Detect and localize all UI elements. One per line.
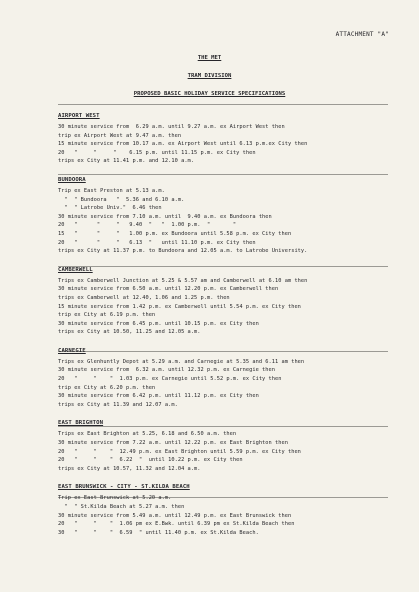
route-title: EAST BRIGHTON bbox=[58, 420, 104, 427]
schedule-line: trips ex City at 11.41 p.m. and 12.10 a.m. bbox=[58, 158, 195, 165]
org-heading: THE MET bbox=[197, 55, 222, 61]
schedule-line: trips ex City at 11.37 p.m. to Bundoora and 12.05 a.m. to Latrobe University. bbox=[58, 248, 308, 255]
route-section bbox=[58, 113, 393, 166]
route-title: EAST BRUNSWICK - CITY - ST.KILDA BEACH bbox=[58, 484, 190, 491]
schedule-line: 15 minute service from 10.17 a.m. ex Airport West until 6.13 p.m.ex City then bbox=[58, 141, 308, 148]
schedule-line: 30 minute service from 6.42 p.m. until 11.12 p.m. ex City then bbox=[58, 393, 259, 400]
schedule-line: 20 " " " 6.15 p.m. until 11.15 p.m. ex City then bbox=[58, 149, 256, 156]
route-title: CARNEGIE bbox=[58, 347, 86, 354]
schedule-line: 20 " " " 9.40 " " 1.00 p.m. " " bbox=[58, 222, 237, 229]
service-sections bbox=[58, 113, 393, 548]
attachment-label: ATTACHMENT "A" bbox=[335, 31, 389, 38]
schedule-line: 30 minute service from 6.45 p.m. until 10.15 p.m. ex City then bbox=[58, 320, 259, 327]
schedule-line: Trips ex Glenhuntly Depot at 5.29 a.m. and Carnegie at 5.35 and 6.11 am then bbox=[58, 358, 305, 365]
route-title: BUNDOORA bbox=[58, 176, 86, 183]
schedule-line: 30 minute service from 7.22 a.m. until 12.22 p.m. ex East Brighton then bbox=[58, 440, 288, 447]
schedule-line: 30 minute service from 5.49 a.m. until 12.49 p.m. ex East Brunswick then bbox=[58, 512, 292, 519]
schedule-line: " " Bundoora " 5.36 and 6.10 a.m. bbox=[58, 196, 185, 203]
route-section bbox=[58, 267, 393, 337]
schedule-line: trip ex City at 6.20 p.m. then bbox=[58, 384, 156, 391]
schedule-line: 15 " " " 1.00 p.m. ex Bundoora until 5.58 p.m. ex City then bbox=[58, 230, 292, 237]
schedule-line: 20 " " " 1.03 p.m. ex Carnegie until 5.52 p.m. ex City then bbox=[58, 376, 282, 383]
schedule-line: trips ex Camberwell at 12.40, 1.06 and 1.25 p.m. then bbox=[58, 294, 230, 301]
schedule-line: " " Latrobe Univ." 6.46 then bbox=[58, 205, 162, 212]
schedule-line: trips ex City at 10.57, 11.32 and 12.04 a.m. bbox=[58, 465, 201, 472]
route-title: CAMBERWELL bbox=[58, 266, 93, 273]
schedule-line: Trip ex East Preston at 5.13 a.m. bbox=[58, 187, 165, 194]
schedule-line: Trip ex East Brunswick at 5.20 a.m. bbox=[58, 495, 172, 502]
schedule-line: 20 " " " 1.06 pm ex E.Bwk. until 6.39 pm ex St.Kilda Beach then bbox=[58, 521, 295, 528]
schedule-line: trips ex City at 10.50, 11.25 and 12.05 a.m. bbox=[58, 329, 201, 336]
route-section bbox=[58, 484, 393, 537]
schedule-line: 20 " " " 12.49 p.m. ex East Brighton until 5.59 p.m. ex City then bbox=[58, 448, 301, 455]
schedule-line: 30 " " " 6.59 " until 11.40 p.m. ex St.Kilda Beach. bbox=[58, 529, 259, 536]
schedule-line: 15 minute service from 1.42 p.m. ex Camberwell until 5.54 p.m. ex City then bbox=[58, 303, 301, 310]
schedule-line: 30 minute service from 7.10 a.m. until 9.40 a.m. ex Bundoora then bbox=[58, 213, 272, 220]
division-heading: TRAM DIVISION bbox=[187, 73, 232, 79]
route-section bbox=[58, 177, 393, 256]
schedule-line: trip ex City at 6.19 p.m. then bbox=[58, 312, 156, 319]
schedule-line: 20 " " " 6.22 " until 10.22 p.m. ex City then bbox=[58, 457, 243, 464]
schedule-line: 30 minute service from 6.32 a.m. until 12.32 p.m. ex Carnegie then bbox=[58, 367, 276, 374]
schedule-line: trips ex City at 11.39 and 12.07 a.m. bbox=[58, 401, 178, 408]
schedule-line: trip ex Airport West at 9.47 a.m. then bbox=[58, 132, 182, 139]
route-title: AIRPORT WEST bbox=[58, 113, 100, 119]
schedule-line: Trips ex Camberwell Junction at 5.25 & 5.57 am and Camberwell at 6.10 am then bbox=[58, 277, 308, 284]
schedule-line: 20 " " " 6.13 " until 11.10 p.m. ex City then bbox=[58, 239, 256, 246]
schedule-line: 30 minute service from 6.50 a.m. until 12.20 p.m. ex Camberwell then bbox=[58, 286, 279, 293]
schedule-line: " " St.Kilda Beach at 5.27 a.m. then bbox=[58, 504, 185, 510]
schedule-line: Trips ex East Brighton at 5.25, 6.18 and 6.50 a.m. then bbox=[58, 431, 237, 438]
route-section bbox=[58, 420, 393, 473]
document-title: PROPOSED BASIC HOLIDAY SERVICE SPECIFICATIONS bbox=[133, 91, 286, 97]
route-section bbox=[58, 348, 393, 410]
divider bbox=[58, 104, 388, 105]
schedule-line: 30 minute service from 6.29 a.m. until 9.27 a.m. ex Airport West then bbox=[58, 124, 285, 130]
